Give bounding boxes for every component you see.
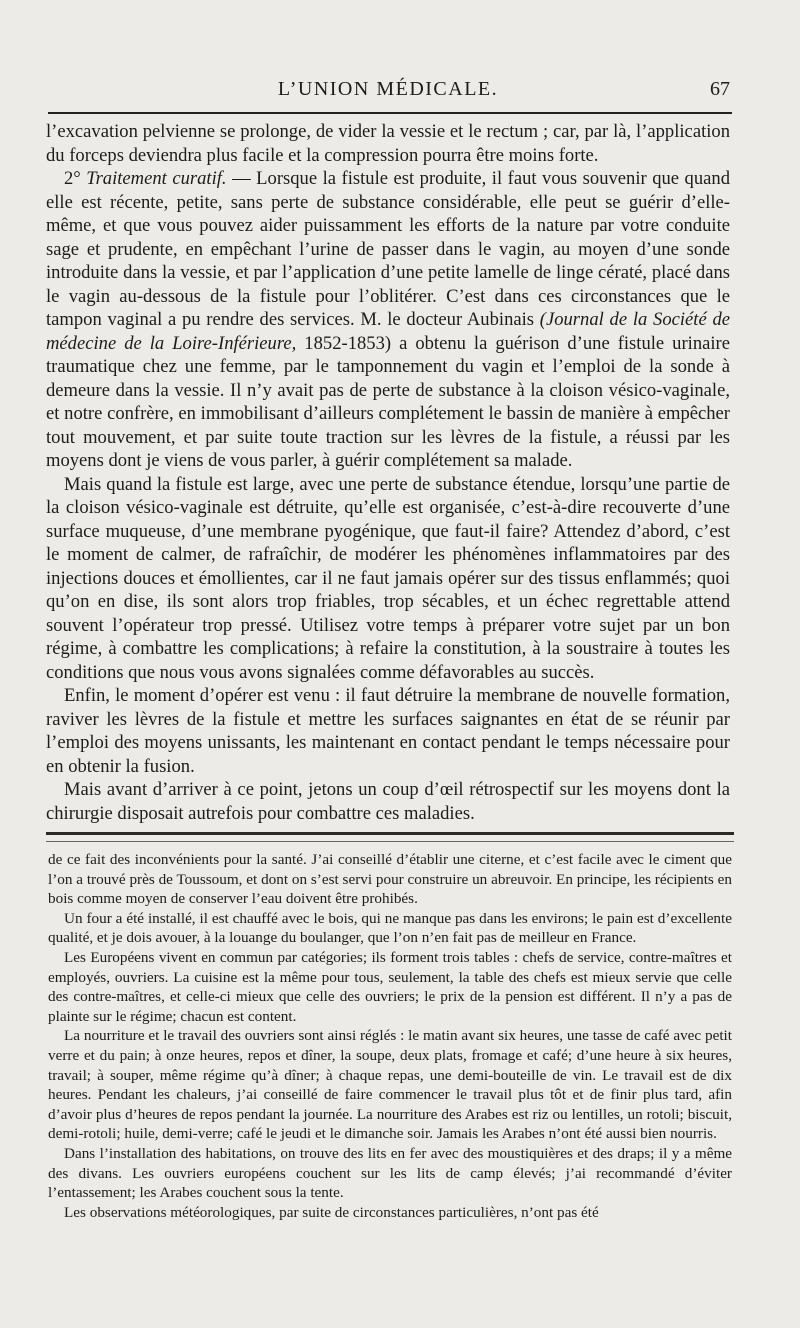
- main-paragraph-1: l’excavation pelvienne se prolonge, de vider la vessie et le rectum ; car, par là, l’application du forceps deviendra plus facile et la compression pourra être moins forte.: [46, 121, 730, 166]
- feuilleton-paragraph-6: Les observations météorologiques, par suite de circonstances particulières, n’ont pas été: [64, 1203, 599, 1221]
- feuilleton: [48, 850, 732, 1222]
- header-rule: [48, 112, 732, 114]
- feuilleton-paragraph-3: Les Européens vivent en commun par catégories; ils forment trois tables : chefs de service, contre-maîtres et employés, ouvriers. La cuisine est la même pour tous, seulement, la table des chefs est mieux servie que celle des contre-maîtres, et celle-ci mieux que celle des ouvriers; le prix de la pension est différent. Il n’y a pas de plainte sur le régime; chacun est content.: [48, 948, 732, 1025]
- main-paragraph-3: Mais quand la fistule est large, avec une perte de substance étendue, lorsqu’une partie de la cloison vésico-vaginale est détruite, qu’elle est organisée, c’est-à-dire recouverte d’une surface muqueuse, d’une membrane pyogénique, que faut-il faire? Attendez d’abord, c’est le moment de calmer, de rafraîchir, de modérer les phénomènes inflammatoires par des injections douces et émollientes, car il ne faut jamais opérer sur des tissus enflammés; quoi qu’on en dise, ils sont alors trop friables, trop sécables, et un échec regrettable attend souvent l’opérateur trop pressé. Utilisez votre temps à préparer votre sujet par un bon régime, à combattre les complications; à refaire la constitution, à la soustraire à toutes les conditions que nous vous avons signalées comme défavorables au succès.: [46, 473, 730, 683]
- main-paragraph-2-text-b: 1852-1853) a obtenu la guérison d’une fistule urinaire traumatique chez une femme, par le tamponnement du vagin et l’emploi de la sonde à demeure dans la vessie. Il n’y avait pas de perte de substance à la cloison vésico-vaginale, et notre confrère, en immobilisant d’ailleurs complétement le bassin de manière à empêcher tout mouvement, et par suite toute traction sur les lèvres de la fistule, a réussi par les moyens dont je viens de vous parler, à guérir complétement sa malade.: [46, 332, 730, 471]
- running-title: L’UNION MÉDICALE.: [277, 78, 499, 100]
- main-paragraph-2-text-a: — Lorsque la fistule est produite, il faut vous souvenir que quand elle est récente, petite, sans perte de substance considérable, elle peut se guérir d’elle-même, et que vous pouvez aider puissamment les efforts de la nature par votre conduite sage et prudente, en empêchant l’urine de passer dans le vagin, au moyen d’une sonde introduite dans la vessie, et par l’application d’une petite lamelle de linge cératé, placé dans le vagin au-dessous de la fistule pour l’oblitérer. C’est dans ces circonstances que le tampon vaginal a pu rendre des services. M. le docteur Aubinais: [46, 168, 731, 330]
- feuilleton-paragraph-5: Dans l’installation des habitations, on trouve des lits en fer avec des moustiquières et des draps; il y a même des divans. Les ouvriers européens couchent sur les lits de camp élevés; j’ai recommandé d’éviter l’entassement; les Arabes couchent sous la tente.: [48, 1144, 732, 1202]
- main-paragraph-4: Enfin, le moment d’opérer est venu : il faut détruire la membrane de nouvelle formation, raviver les lèvres de la fistule et mettre les surfaces saignantes en état de se réunir par l’emploi des moyens unissants, les maintenant en contact pendant le temps nécessaire pour en obtenir la fusion.: [46, 685, 730, 777]
- main-paragraph-2: [46, 167, 730, 473]
- section-number: 2°: [64, 168, 87, 189]
- page-header: [46, 78, 730, 108]
- main-paragraph-5: Mais avant d’arriver à ce point, jetons un coup d’œil rétrospectif sur les moyens dont la chirurgie disposait autrefois pour combattre ces maladies.: [46, 779, 730, 824]
- section-heading: Traitement curatif.: [86, 168, 227, 189]
- feuilleton-divider: [46, 832, 734, 842]
- feuilleton-paragraph-1: de ce fait des inconvénients pour la santé. J’ai conseillé d’établir une citerne, et c’est facile avec le ciment que l’on a trouvé près de Toussoum, et dont on s’est servi pour construire un abreuvoir. En principe, les récipients en bois comme moyen de conserver l’eau doivent être prohibés.: [48, 851, 732, 908]
- page-number: 67: [710, 78, 730, 100]
- main-article: [46, 120, 730, 825]
- journal-citation: (Journal de la Société de médecine de la Loire-Inférieure,: [46, 309, 731, 354]
- feuilleton-paragraph-4: La nourriture et le travail des ouvriers sont ainsi réglés : le matin avant six heures, une tasse de café avec petit verre et du pain; à onze heures, repos et dîner, la soupe, deux plats, fromage et café; d’une heure à six heures, travail; à souper, même régime qu’à dîner; à chaque repas, une demi-bouteille de vin. Le travail est de dix heures. Pendant les chaleurs, j’ai conseillé de faire commencer le travail plus tôt et de finir plus tard, afin d’avoir plus d’heures de repos pendant la journée. La nourriture des Arabes est riz ou lentilles, un rotoli; biscuit, demi-rotoli; huile, demi-verre; café le jeudi et le dimanche soir. Jamais les Arabes n’ont été aussi bien nourris.: [48, 1027, 732, 1143]
- feuilleton-paragraph-2: Un four a été installé, il est chauffé avec le bois, qui ne manque pas dans les environs; le pain est d’excellente qualité, et je dois avouer, à la louange du boulanger, que l’on n’en fait pas de meilleur en France.: [48, 909, 732, 947]
